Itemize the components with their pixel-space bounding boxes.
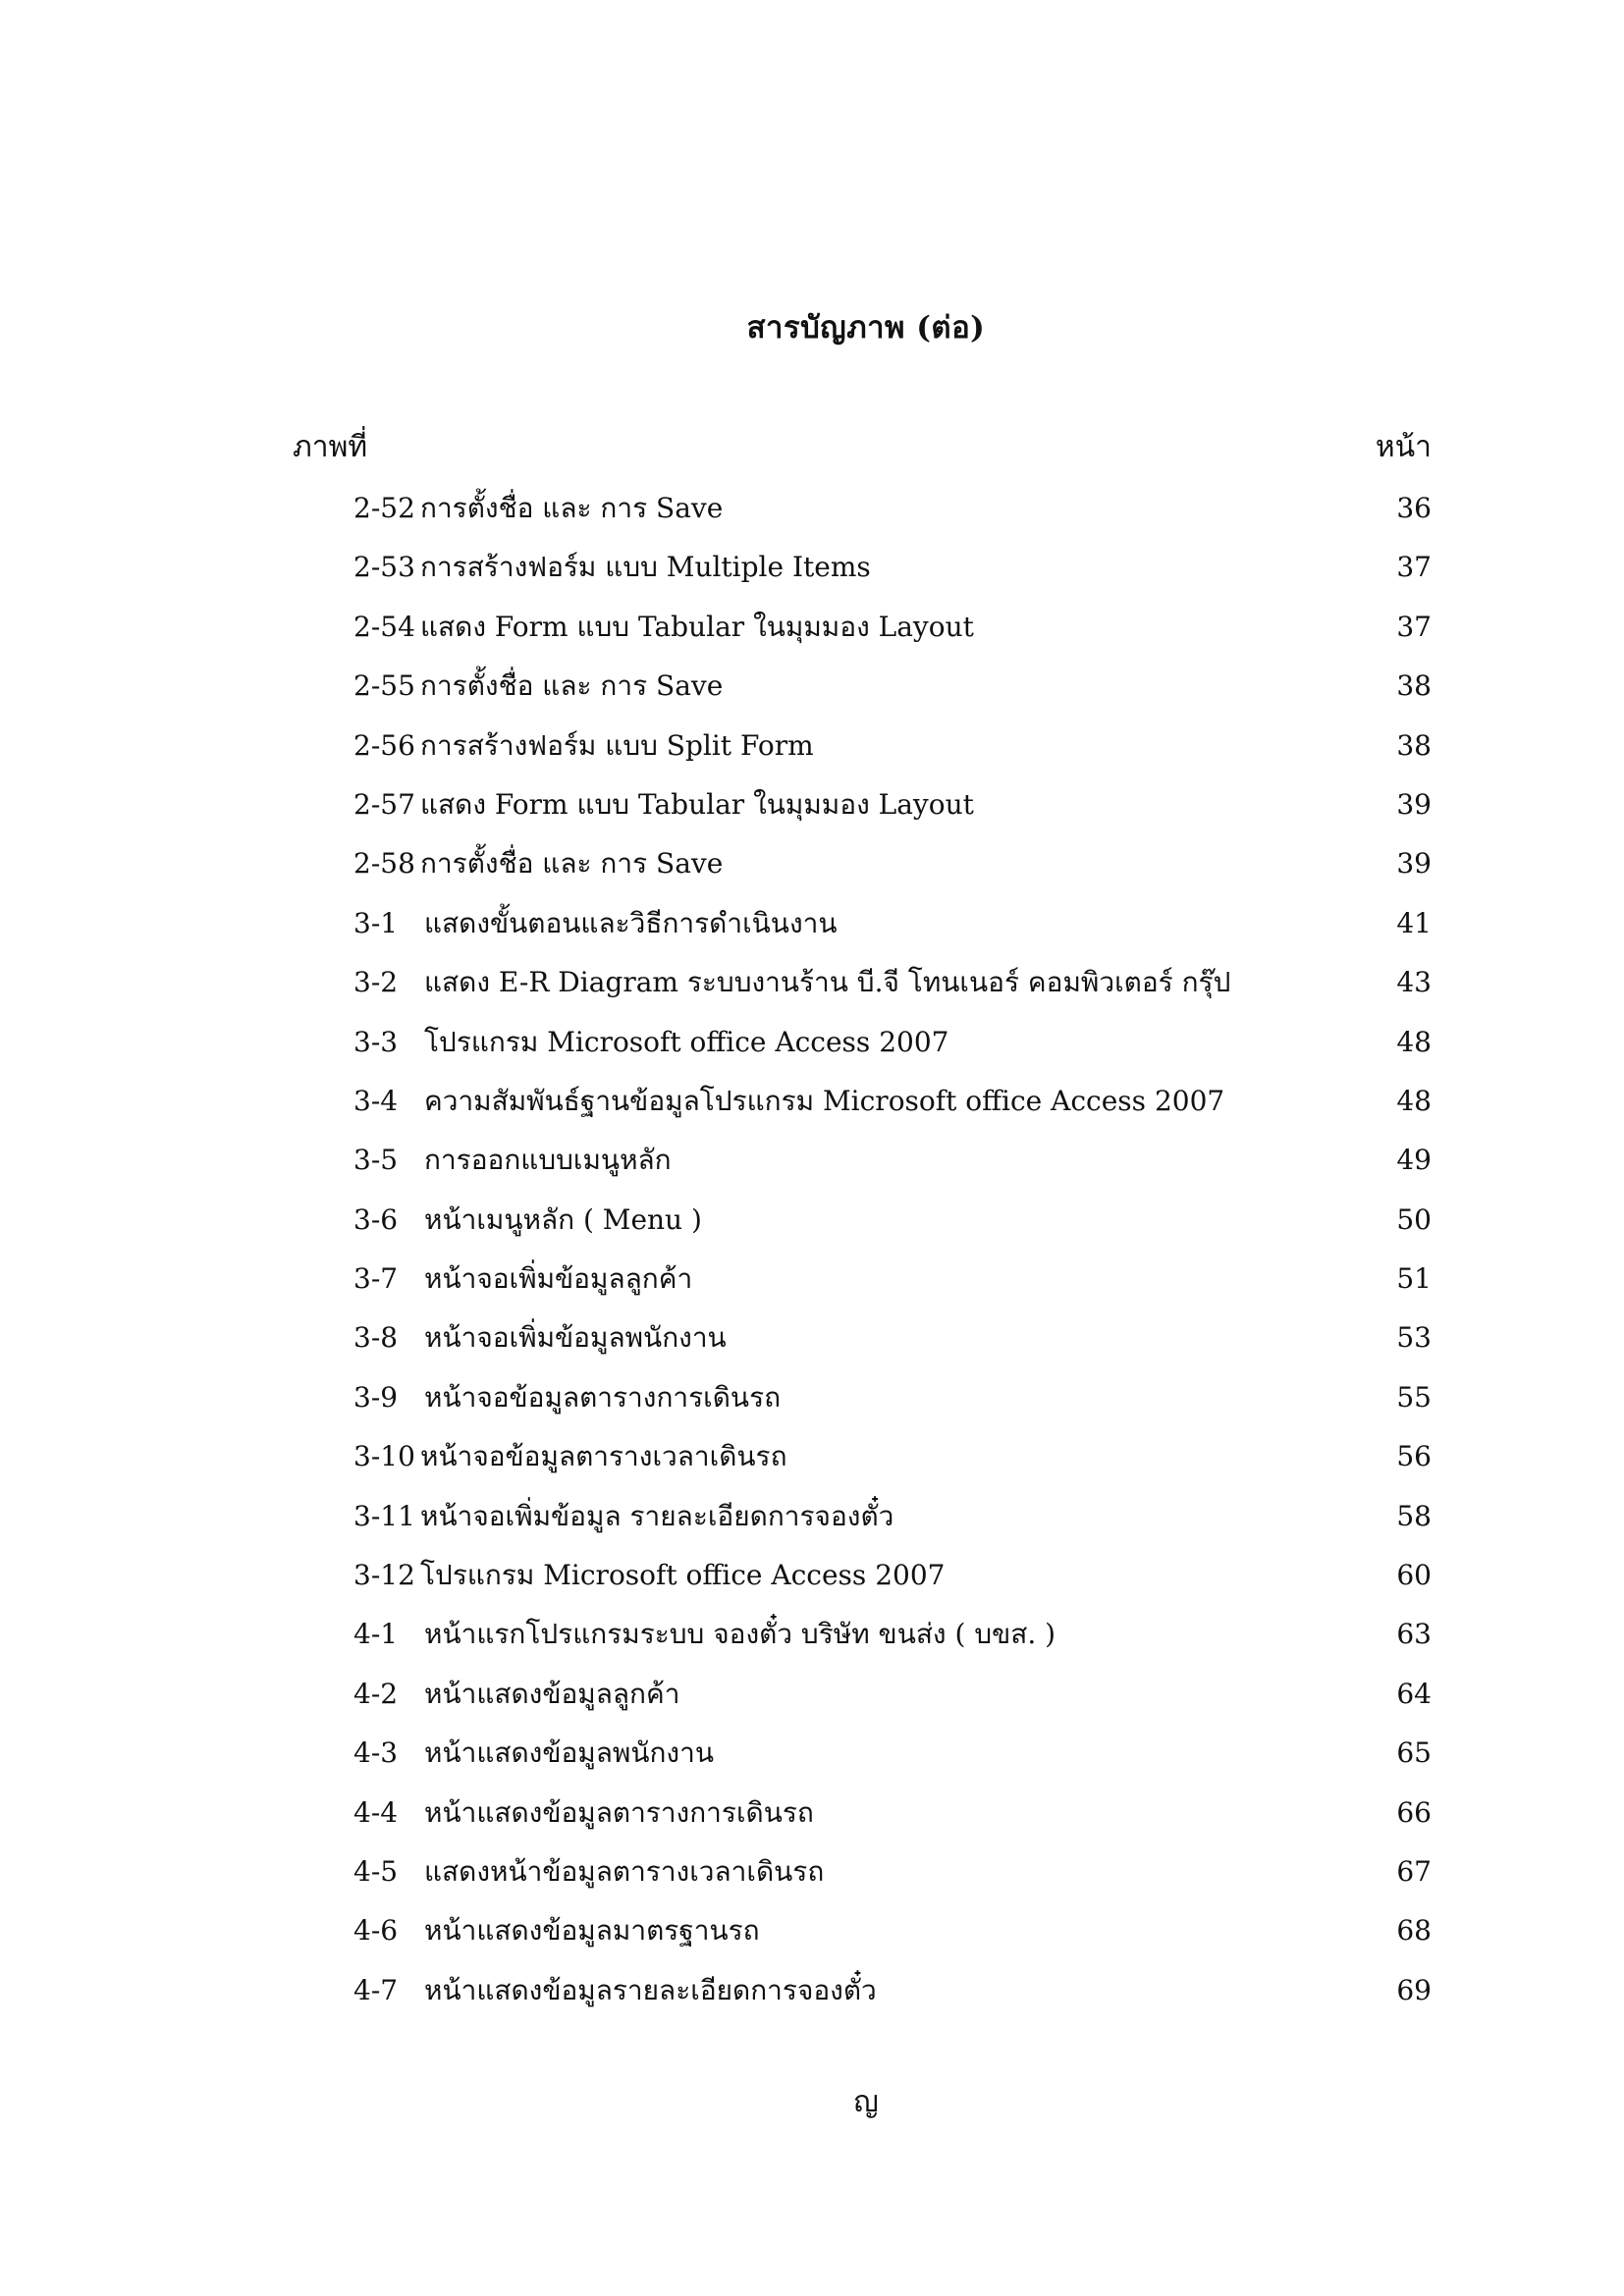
figure-number: 3-4 <box>353 1084 399 1117</box>
figure-entry <box>353 1554 1432 1613</box>
figure-caption: หน้าแสดงข้อมูลรายละเอียดการจองตั๋ว <box>424 1973 877 2006</box>
figure-entry <box>353 1257 1432 1316</box>
figure-caption: การออกแบบเมนูหลัก <box>424 1144 672 1177</box>
figure-number: 3-6 <box>353 1202 399 1236</box>
figure-page-number: 53 <box>1396 1321 1432 1355</box>
figure-entry <box>353 842 1432 901</box>
figure-entry <box>353 1435 1432 1494</box>
figure-number: 3-7 <box>353 1262 399 1296</box>
figure-entry <box>353 1850 1432 1909</box>
figure-number: 4-1 <box>353 1618 399 1651</box>
figure-number: 4-5 <box>353 1854 399 1888</box>
figure-number: 3-2 <box>353 966 399 999</box>
figure-entry <box>353 961 1432 1020</box>
figure-caption: โปรแกรม Microsoft office Access 2007 <box>420 1559 946 1592</box>
figure-page-number: 48 <box>1396 1084 1432 1117</box>
figure-caption: หน้าจอเพิ่มข้อมูลพนักงาน <box>424 1321 727 1355</box>
figure-page-number: 41 <box>1396 906 1432 939</box>
figure-caption: หน้าเมนูหลัก ( Menu ) <box>424 1202 702 1236</box>
figure-page-number: 50 <box>1396 1202 1432 1236</box>
figure-caption: ความสัมพันธ์ฐานข้อมูลโปรแกรม Microsoft office Access 2007 <box>424 1084 1225 1117</box>
figure-page-number: 64 <box>1396 1677 1432 1710</box>
figure-entry <box>353 1080 1432 1139</box>
figure-entry <box>353 1791 1432 1850</box>
figure-caption: หน้าแสดงข้อมูลตารางการเดินรถ <box>424 1795 814 1829</box>
figure-caption: แสดงขั้นตอนและวิธีการดำเนินงาน <box>424 906 838 939</box>
figure-entry <box>353 1139 1432 1198</box>
figure-page-number: 66 <box>1396 1795 1432 1829</box>
figure-page-number: 39 <box>1396 847 1432 881</box>
figure-number: 3-9 <box>353 1380 399 1414</box>
figure-caption: การตั้งชื่อ และ การ Save <box>420 669 724 703</box>
figure-caption: แสดง E-R Diagram ระบบงานร้าน บี.จี โทนเนอร์ คอมพิวเตอร์ กรุ๊ป <box>424 966 1231 999</box>
figure-number: 2-53 <box>353 551 415 584</box>
figure-column-header: ภาพที่ <box>293 430 368 464</box>
figure-entry <box>353 487 1432 546</box>
figure-caption: หน้าแรกโปรแกรมระบบ จองตั๋ว บริษัท ขนส่ง ( บขส. ) <box>424 1618 1056 1651</box>
figure-page-number: 51 <box>1396 1262 1432 1296</box>
figure-caption: แสดง Form แบบ Tabular ในมุมมอง Layout <box>420 787 974 821</box>
figure-page-number: 58 <box>1396 1499 1432 1532</box>
figure-entry <box>353 1376 1432 1435</box>
figure-caption: การตั้งชื่อ และ การ Save <box>420 492 724 524</box>
figure-caption: หน้าแสดงข้อมูลพนักงาน <box>424 1736 714 1770</box>
figure-number: 2-57 <box>353 787 415 821</box>
figure-number: 2-55 <box>353 669 415 703</box>
figure-page-number: 39 <box>1396 787 1432 821</box>
figure-number: 3-3 <box>353 1025 399 1058</box>
figure-number: 4-4 <box>353 1795 399 1829</box>
figure-entry <box>353 546 1432 605</box>
figure-entry <box>353 1495 1432 1554</box>
figure-caption: การสร้างฟอร์ม แบบ Multiple Items <box>420 551 871 584</box>
figure-caption: แสดง Form แบบ Tabular ในมุมมอง Layout <box>420 610 974 643</box>
figure-list <box>353 487 1432 2028</box>
figure-entry <box>353 1732 1432 1790</box>
figure-number: 4-7 <box>353 1973 399 2006</box>
figure-page-number: 56 <box>1396 1440 1432 1473</box>
figure-caption: หน้าจอข้อมูลตารางการเดินรถ <box>424 1380 782 1414</box>
figure-number: 2-58 <box>353 847 415 881</box>
figure-entry <box>353 606 1432 665</box>
figure-page-number: 36 <box>1396 492 1432 524</box>
figure-caption: หน้าจอข้อมูลตารางเวลาเดินรถ <box>420 1440 787 1473</box>
page-number-footer: ญ <box>853 2085 879 2119</box>
figure-number: 3-12 <box>353 1559 415 1592</box>
figure-entry <box>353 1613 1432 1672</box>
figure-caption: การสร้างฟอร์ม แบบ Split Form <box>420 728 814 762</box>
figure-number: 2-56 <box>353 728 415 762</box>
figure-page-number: 43 <box>1396 966 1432 999</box>
figure-page-number: 65 <box>1396 1736 1432 1770</box>
figure-caption: หน้าจอเพิ่มข้อมูล รายละเอียดการจองตั๋ว <box>420 1499 894 1532</box>
figure-entry <box>353 1199 1432 1257</box>
figure-page-number: 38 <box>1396 669 1432 703</box>
figure-page-number: 38 <box>1396 728 1432 762</box>
figure-caption: หน้าแสดงข้อมูลมาตรฐานรถ <box>424 1914 760 1948</box>
page-title: สารบัญภาพ (ต่อ) <box>746 310 986 346</box>
figure-page-number: 37 <box>1396 610 1432 643</box>
figure-caption: การตั้งชื่อ และ การ Save <box>420 847 724 881</box>
column-header-row <box>293 424 1432 469</box>
figure-entry <box>353 1969 1432 2028</box>
figure-entry <box>353 1909 1432 1968</box>
figure-caption: โปรแกรม Microsoft office Access 2007 <box>424 1025 949 1058</box>
figure-number: 4-3 <box>353 1736 399 1770</box>
figure-number: 4-6 <box>353 1914 399 1948</box>
figure-number: 2-52 <box>353 492 415 524</box>
figure-number: 3-10 <box>353 1440 415 1473</box>
figure-number: 3-11 <box>353 1499 415 1532</box>
figure-entry <box>353 724 1432 783</box>
figure-page-number: 67 <box>1396 1854 1432 1888</box>
figure-entry <box>353 1021 1432 1080</box>
figure-number: 3-8 <box>353 1321 399 1355</box>
figure-page-number: 68 <box>1396 1914 1432 1948</box>
figure-number: 3-1 <box>353 906 399 939</box>
figure-number: 3-5 <box>353 1144 399 1177</box>
figure-page-number: 49 <box>1396 1144 1432 1177</box>
figure-caption: หน้าจอเพิ่มข้อมูลลูกค้า <box>424 1262 693 1296</box>
figure-entry <box>353 902 1432 961</box>
figure-page-number: 69 <box>1396 1973 1432 2006</box>
figure-entry <box>353 1316 1432 1375</box>
figure-caption: หน้าแสดงข้อมูลลูกค้า <box>424 1677 680 1710</box>
figure-page-number: 48 <box>1396 1025 1432 1058</box>
figure-entry <box>353 665 1432 723</box>
figure-entry <box>353 1673 1432 1732</box>
figure-page-number: 37 <box>1396 551 1432 584</box>
page-column-header: หน้า <box>1375 430 1432 464</box>
figure-caption: แสดงหน้าข้อมูลตารางเวลาเดินรถ <box>424 1854 825 1888</box>
figure-page-number: 60 <box>1396 1559 1432 1592</box>
figure-page-number: 63 <box>1396 1618 1432 1651</box>
figure-number: 2-54 <box>353 610 415 643</box>
figure-entry <box>353 783 1432 842</box>
figure-page-number: 55 <box>1396 1380 1432 1414</box>
figure-number: 4-2 <box>353 1677 399 1710</box>
